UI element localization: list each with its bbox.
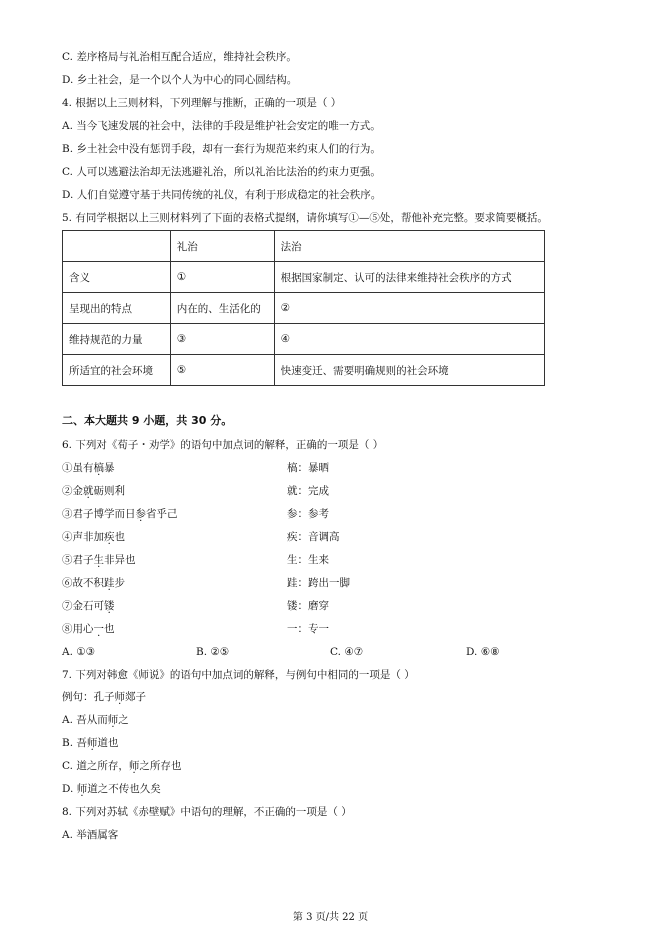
table-cell: 内在的、生活化的 [170,293,274,324]
table-cell: 维持规范的力量 [63,324,171,355]
q7-option-d: D. 师道之不传也久矣 [62,783,161,795]
q6-stem: 6. 下列对《荀子・劝学》的语句中加点词的解释，正确的一项是（ ） [62,439,384,451]
table-cell: ⑤ [170,355,274,386]
page-footer: 第 3 页/共 22 页 [292,912,369,923]
q8-stem: 8. 下列对苏轼《赤壁赋》中语句的理解，不正确的一项是（ ） [62,806,352,818]
q6-item-sentence: ⑦金石可镂 [62,600,115,612]
table-cell: 礼治 [170,231,274,262]
q6-item-gloss: 一：专一 [287,623,329,635]
q6-item-gloss: 参：参考 [287,508,329,520]
table-cell [63,231,171,262]
q6-item-gloss: 生：生来 [287,554,329,566]
q6-item-sentence: ⑥故不积跬步 [62,577,125,589]
table-cell: 呈现出的特点 [63,293,171,324]
table-row [63,293,545,324]
q4-option-a: A. 当今飞速发展的社会中，法律的手段是维护社会安定的唯一方式。 [62,120,381,132]
q7-option-a: A. 吾从而师之 [62,714,129,726]
q6-item-gloss: 跬：跨出一脚 [287,577,350,589]
q6-item-sentence: ①虽有槁暴 [62,462,115,474]
q6-option-d: D. ⑥⑧ [466,646,500,658]
q6-item-sentence: ⑧用心一也 [62,623,115,635]
q4-option-c: C. 人可以逃避法治却无法逃避礼治，所以礼治比法治的约束力更强。 [62,166,381,178]
q7-stem: 7. 下列对韩愈《师说》的语句中加点词的解释，与例句中相同的一项是（ ） [62,669,415,681]
table-cell: ① [170,262,274,293]
q7-option-b: B. 吾师道也 [62,737,119,749]
q6-item-gloss: 就：完成 [287,485,329,497]
section-heading: 二、本大题共 9 小题，共 30 分。 [62,414,233,427]
q7-example: 例句：孔子师郯子 [62,691,146,703]
q6-item-sentence: ④声非加疾也 [62,531,125,543]
table-cell: ② [274,293,544,324]
q4-option-b: B. 乡土社会中没有惩罚手段，却有一套行为规范来约束人们的行为。 [62,143,381,155]
q3-option-c: C. 差序格局与礼治相互配合适应，维持社会秩序。 [62,51,297,63]
q6-item-sentence: ⑤君子生非异也 [62,554,136,566]
q6-item-sentence: ③君子博学而日参省乎己 [62,508,178,520]
table-header-row [63,231,545,262]
table-cell: 法治 [274,231,544,262]
q4-option-d: D. 人们自觉遵守基于共同传统的礼仪，有利于形成稳定的社会秩序。 [62,189,382,201]
q6-item-gloss: 镂：磨穿 [287,600,329,612]
table-cell: 根据国家制定、认可的法律来维持社会秩序的方式 [274,262,544,293]
table-row [63,355,545,386]
q6-option-b: B. ②⑤ [196,646,230,658]
q6-item-sentence: ②金就砺则利 [62,485,125,497]
q3-option-d: D. 乡土社会，是一个以个人为中心的同心圆结构。 [62,74,298,86]
q5-outline-table [62,230,545,386]
table-cell: ③ [170,324,274,355]
q8-option-a: A. 举酒属客 [62,829,119,841]
table-cell: 含义 [63,262,171,293]
table-cell: ④ [274,324,544,355]
table-row [63,262,545,293]
q6-item-gloss: 槁：暴晒 [287,462,329,474]
q4-stem: 4. 根据以上三则材料，下列理解与推断，正确的一项是（ ） [62,97,342,109]
q7-option-c: C. 道之所存，师之所存也 [62,760,182,772]
q5-stem: 5. 有同学根据以上三则材料列了下面的表格式提纲，请你填写①—⑤处，帮他补充完整。要求简要概括。 [62,212,548,224]
q6-item-gloss: 疾：音调高 [287,531,340,543]
q6-option-a: A. ①③ [62,646,96,658]
table-cell: 所适宜的社会环境 [63,355,171,386]
table-row [63,324,545,355]
table-cell: 快速变迁、需要明确规则的社会环境 [274,355,544,386]
q6-option-c: C. ④⑦ [330,646,364,658]
